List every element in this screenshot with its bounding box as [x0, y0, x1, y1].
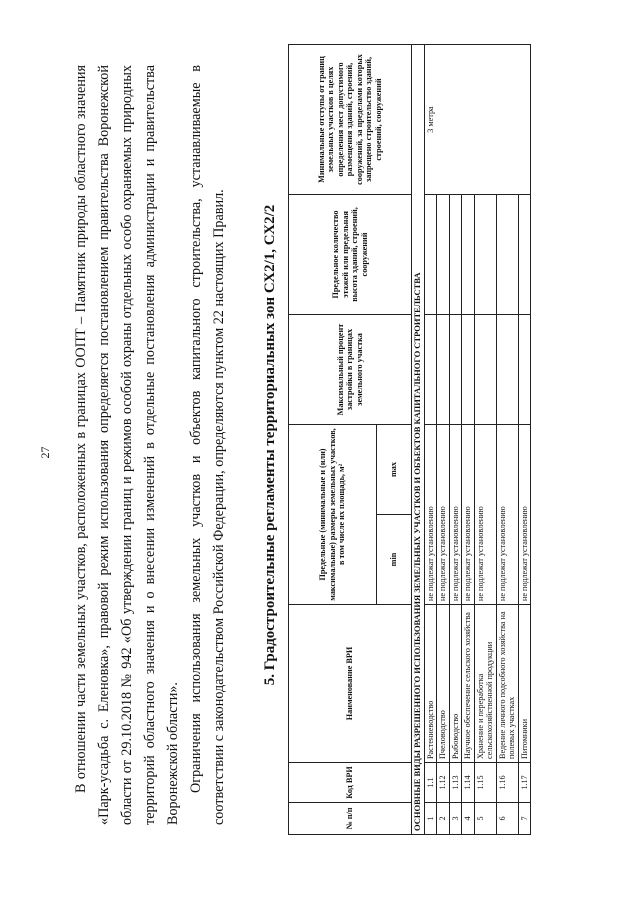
- row-percent: [496, 315, 518, 425]
- row-size: не подлежат установлению: [437, 425, 450, 605]
- row-percent: [518, 315, 531, 425]
- row-name: Рыбоводство: [449, 605, 462, 763]
- setback-value: 3 метра: [424, 45, 531, 195]
- row-percent: [437, 315, 450, 425]
- row-code: 1.15: [474, 763, 496, 803]
- row-name: Хранение и переработка сельскохозяйственной продукции: [474, 605, 496, 763]
- row-code: 1.14: [462, 763, 475, 803]
- header-name: Наименование ВРИ: [289, 605, 412, 763]
- row-code: 1.13: [449, 763, 462, 803]
- row-floors: [449, 195, 462, 315]
- paragraph: Ограничения использования земельных участков и объектов капитального строительства, устанавливаемые в соответствии с законодательством Российской Федерации, определяются пунктом 22 настоящих Правил.: [188, 65, 227, 825]
- header-max: max: [377, 425, 412, 515]
- row-num: 7: [518, 803, 531, 835]
- regulations-table: [288, 44, 531, 835]
- section-title-row: ОСНОВНЫЕ ВИДЫ РАЗРЕШЕННОГО ИСПОЛЬЗОВАНИЯ ЗЕМЕЛЬНЫХ УЧАСТКОВ И ОБЪЕКТОВ КАПИТАЛЬНОГО СТРОИТЕЛЬСТВА: [412, 45, 425, 835]
- row-code: 1.17: [518, 763, 531, 803]
- row-size: не подлежат установлению: [496, 425, 518, 605]
- row-name: Пчеловодство: [437, 605, 450, 763]
- row-floors: [424, 195, 437, 315]
- header-setback: Минимальные отступы от границ земельных участков в целях определения мест допустимого размещения зданий, строений, сооружений, за пределами которых запрещено строительство зданий, строений, сооружений: [289, 45, 412, 195]
- row-num: 4: [462, 803, 475, 835]
- header-num: № п/п: [289, 803, 412, 835]
- row-num: 2: [437, 803, 450, 835]
- section-heading: 5. Градостроительные регламенты территориальных зон СХ2/1, СХ2/2: [262, 204, 278, 686]
- row-code: 1.16: [496, 763, 518, 803]
- row-floors: [462, 195, 475, 315]
- row-name: Научное обеспечение сельского хозяйства: [462, 605, 475, 763]
- body-text: [70, 65, 231, 825]
- header-code: Код ВРИ: [289, 763, 412, 803]
- row-num: 5: [474, 803, 496, 835]
- row-floors: [518, 195, 531, 315]
- row-code: 1.1: [424, 763, 437, 803]
- row-name: Питомники: [518, 605, 531, 763]
- row-floors: [474, 195, 496, 315]
- row-floors: [437, 195, 450, 315]
- header-floors: Предельное количество этажей или предельная высота зданий, строений, сооружений: [289, 195, 412, 315]
- row-code: 1.12: [437, 763, 450, 803]
- table-row: [424, 45, 437, 835]
- header-min: min: [377, 515, 412, 605]
- page-number: 27: [38, 446, 52, 459]
- row-num: 3: [449, 803, 462, 835]
- paragraph: В отношении части земельных участков, расположенных в границах ООПТ – Памятник природы областного значения «Парк-усадьба с. Еленовка», правовой режим использования определяется постановлением правительства Воронежской области от 29.10.2018 № 942 «Об утверждении границ и режимов особой охраны отдельных особо охраняемых природных территорий областного значения и о внесении изменений в отдельные постановления администрации и правительства Воронежской области».: [73, 65, 181, 825]
- header-size: Предельные (минимальные и (или) максимальные) размеры земельных участков, в том числе их площадь, м²: [289, 425, 377, 605]
- row-size: не подлежат установлению: [424, 425, 437, 605]
- row-size: не подлежат установлению: [518, 425, 531, 605]
- row-percent: [424, 315, 437, 425]
- row-name: Ведение личного подсобного хозяйства на полевых участках: [496, 605, 518, 763]
- row-size: не подлежат установлению: [474, 425, 496, 605]
- row-percent: [474, 315, 496, 425]
- row-floors: [496, 195, 518, 315]
- row-num: 6: [496, 803, 518, 835]
- row-percent: [449, 315, 462, 425]
- header-percent: Максимальный процент застройки в границах земельного участка: [289, 315, 412, 425]
- row-name: Растениеводство: [424, 605, 437, 763]
- row-num: 1: [424, 803, 437, 835]
- row-size: не подлежат установлению: [462, 425, 475, 605]
- row-size: не подлежат установлению: [449, 425, 462, 605]
- row-percent: [462, 315, 475, 425]
